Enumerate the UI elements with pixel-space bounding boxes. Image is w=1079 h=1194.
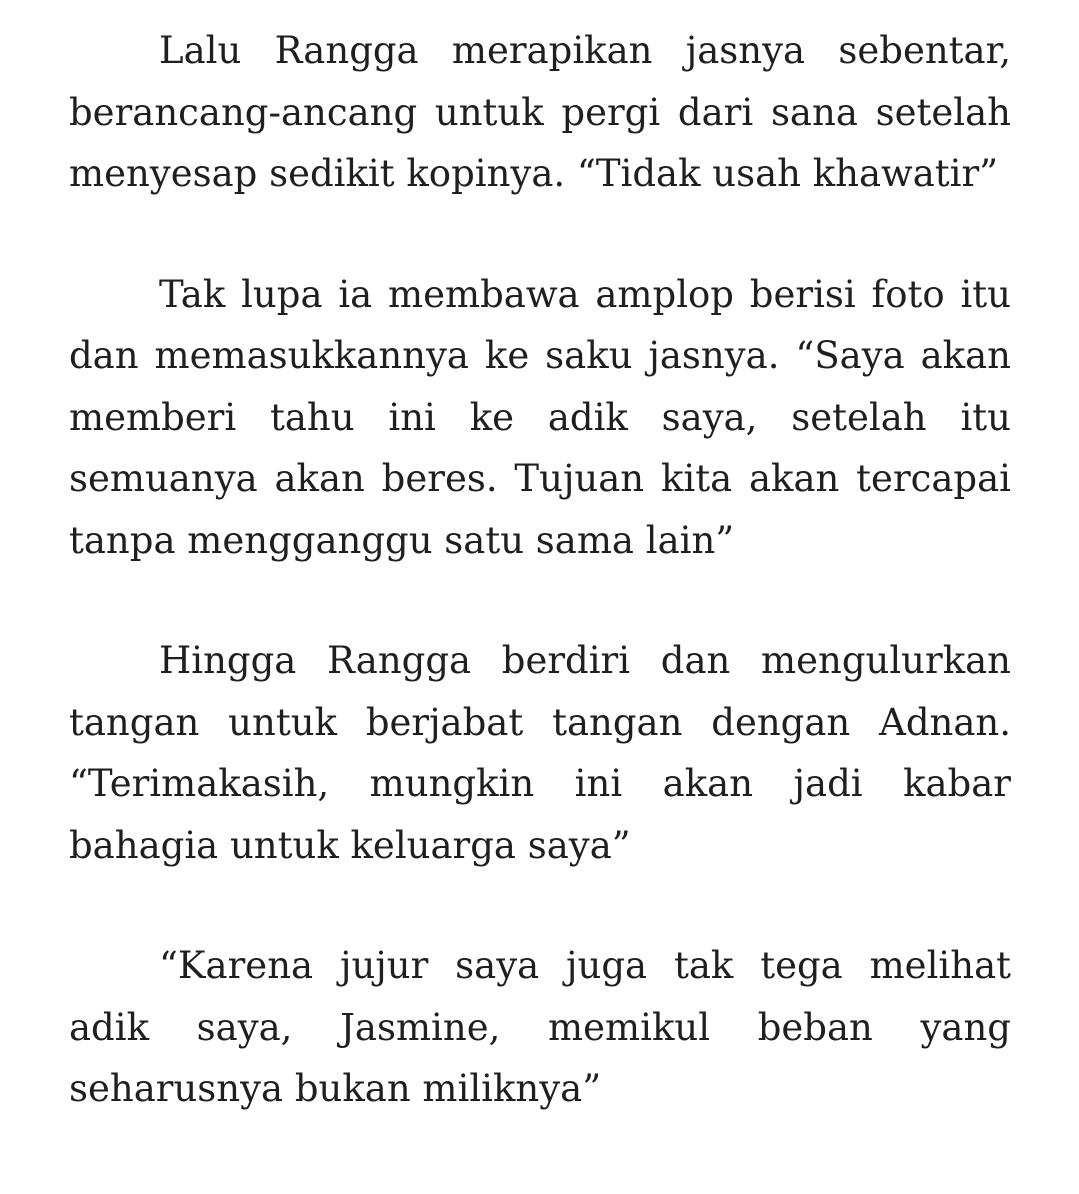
paragraph-4: “Karena jujur saya juga tak tega melihat adik saya, Jasmine, memikul beban yang seharusnya bukan miliknya” [69,944,1011,1110]
document-page [69,0,1011,1120]
paragraph-1: Lalu Rangga merapikan jasnya sebentar, berancang-ancang untuk pergi dari sana setelah menyesap sedikit kopinya. “Tidak usah khawatir” [69,29,1011,195]
paragraph-3: Hingga Rangga berdiri dan mengulurkan tangan untuk berjabat tangan dengan Adnan. “Terimakasih, mungkin ini akan jadi kabar bahagia untuk keluarga saya” [69,639,1011,867]
paragraph-2: Tak lupa ia membawa amplop berisi foto itu dan memasukkannya ke saku jasnya. “Saya akan memberi tahu ini ke adik saya, setelah itu semuanya akan beres. Tujuan kita akan tercapai tanpa mengganggu satu sama lain” [69,272,1011,562]
